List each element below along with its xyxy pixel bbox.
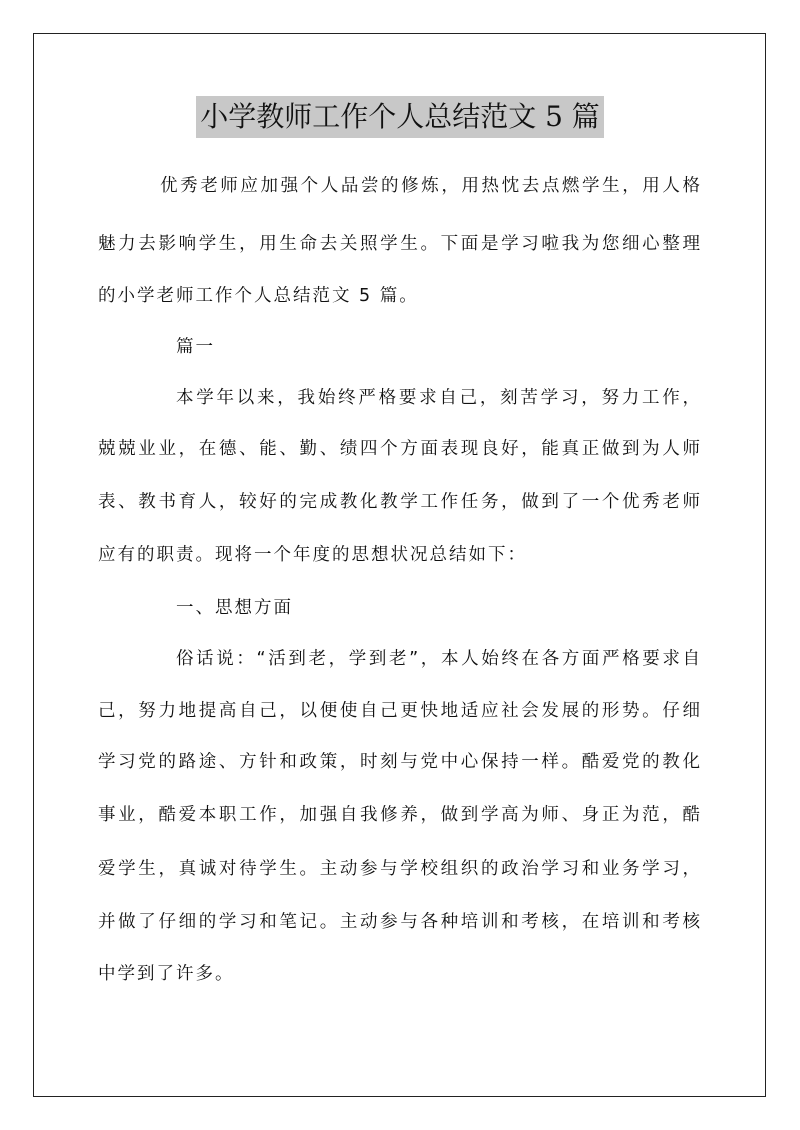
- para2-line-4: 事业，酷爱本职工作，加强自我修养，做到学高为师、身正为范，酷: [98, 805, 702, 825]
- para2-line-7: 中学到了许多。: [98, 964, 235, 984]
- para2-line-5: 爱学生，真诚对待学生。主动参与学校组织的政治学习和业务学习，: [98, 859, 702, 879]
- intro-line-1: 优秀老师应加强个人品尝的修炼，用热忱去点燃学生，用人格: [160, 176, 702, 196]
- para1-line-3: 表、教书育人，较好的完成教化教学工作任务，做到了一个优秀老师: [98, 492, 702, 512]
- section-label: 篇一: [176, 337, 215, 357]
- para1-line-4: 应有的职责。现将一个年度的思想状况总结如下：: [98, 545, 527, 565]
- document-title: 小学教师工作个人总结范文 5 篇: [196, 96, 604, 138]
- para2-line-2: 己，努力地提高自己，以便使自己更快地适应社会发展的形势。仔细: [98, 701, 702, 721]
- para1-line-1: 本学年以来，我始终严格要求自己，刻苦学习，努力工作，: [176, 388, 702, 408]
- para1-line-2: 兢兢业业，在德、能、勤、绩四个方面表现良好，能真正做到为人师: [98, 439, 702, 459]
- intro-line-3: 的小学老师工作个人总结范文 5 篇。: [98, 286, 419, 306]
- para2-line-1: 俗话说：“活到老，学到老”，本人始终在各方面严格要求自: [176, 649, 702, 669]
- para2-line-3: 学习党的路途、方针和政策，时刻与党中心保持一样。酷爱党的教化: [98, 752, 702, 772]
- para2-line-6: 并做了仔细的学习和笔记。主动参与各种培训和考核，在培训和考核: [98, 912, 702, 932]
- title-container: [0, 96, 800, 138]
- intro-line-2: 魅力去影响学生，用生命去关照学生。下面是学习啦我为您细心整理: [98, 234, 702, 254]
- subheading-thought: 一、思想方面: [176, 598, 293, 618]
